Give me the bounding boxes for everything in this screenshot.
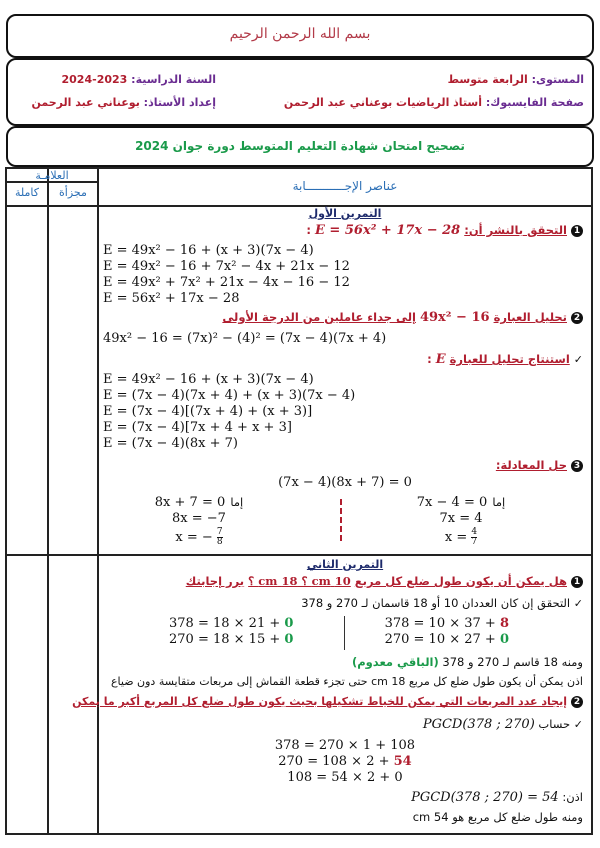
grade-header: العلامـة — [35, 169, 69, 182]
partial-grade-header: مجزأة — [59, 186, 87, 199]
exercise-2 — [72, 558, 591, 824]
case1-fraction — [471, 528, 477, 547]
ex1-q3-case-1 — [401, 493, 521, 547]
math-step: E = (7x − 4)(7x + 4) + (x + 3)(7x − 4) — [103, 388, 356, 403]
ex2-q2-heading — [72, 695, 583, 708]
case2-eq1: 8x + 7 = 0 — [154, 495, 226, 510]
ex2-conclusion-1 — [352, 655, 583, 669]
exercise-1-title: التمرين الأول — [308, 207, 382, 220]
case2-sol-prefix: x = − — [175, 530, 213, 545]
division-by-10 — [385, 616, 509, 648]
division-line: 378 = 10 × 37 + 8 — [384, 616, 509, 631]
result-math: PGCD(378 ; 270) = 54 — [411, 790, 559, 805]
level-value: الرابعة متوسط — [447, 73, 528, 86]
euclid-step: 108 = 54 × 2 + 0 — [287, 770, 403, 785]
division-line: 270 = 10 × 27 + 0 — [384, 632, 509, 647]
remainder-highlight: 54 — [393, 754, 412, 769]
fraction-denominator: 7 — [471, 537, 478, 547]
case1-eq2: 7x = 4 — [439, 511, 483, 526]
exam-title: تصحيح امتحان شهادة التعليم المتوسط دورة جوان 2024 — [135, 139, 465, 153]
author-line — [31, 96, 216, 109]
remainder-zero-note: (الباقي معدوم) — [351, 655, 439, 669]
division-line: 270 = 18 × 15 + 0 — [169, 632, 294, 647]
ex1-q2-math: 49x² − 16 — [419, 310, 490, 325]
ex2-conclusion-2: اذن يمكن أن يكون طول ضلع كل مربع 18 cm حتى تجزء قطعة القماش إلى مربعات متقايسة دون ضياع — [110, 675, 583, 688]
math-step: E = (7x − 4)[7x + 4 + x + 3] — [103, 420, 292, 435]
exercise-2-title: التمرين الثاني — [306, 558, 384, 571]
number-1-badge-icon: 1 — [571, 576, 583, 588]
case2-fraction — [217, 528, 223, 547]
ex1-q2-heading — [222, 310, 583, 325]
ex2-final: ومنه طول ضلع كل مربع هو 54 cm — [412, 810, 583, 824]
euclid-step: 378 = 270 × 1 + 108 — [274, 738, 416, 753]
math-step: E = (7x − 4)[(7x + 4) + (x + 3)] — [103, 404, 313, 419]
check-icon: ✓ — [573, 597, 583, 610]
dashed-separator — [340, 499, 342, 541]
number-1-badge-icon: 1 — [571, 225, 583, 237]
answer-table — [5, 167, 593, 835]
exam-title-box — [6, 126, 594, 167]
ex1-q1-steps — [103, 243, 350, 307]
row-divider — [7, 554, 591, 556]
case1-sol-prefix: x = — [444, 530, 468, 545]
ex1-q2-step: 49x² − 16 = (7x)² − (4)² = (7x − 4)(7x + 4) — [103, 331, 387, 346]
euclid-algorithm — [99, 738, 591, 786]
ex1-q2-text-b: إلى جداء عاملين من الدرجة الأولى — [222, 310, 416, 324]
ex1-deduce-heading — [427, 352, 583, 367]
ex2-q2-text: إيجاد عدد المربعات التي يمكن للخياط تشكيلها بحيث يكون طول ضلع كل المربع أكبر ما يمكن — [72, 695, 567, 708]
case2-eq2: 8x = −7 — [172, 511, 226, 526]
ex2-check-1 — [301, 596, 583, 610]
level-label: المستوى: — [531, 73, 584, 86]
fraction-numerator: 7 — [216, 527, 223, 537]
number-2-badge-icon: 2 — [571, 312, 583, 324]
division-by-18 — [169, 616, 293, 648]
remainder: 8 — [499, 616, 509, 631]
year-line — [62, 73, 217, 86]
ex1-deduce-colon: : — [427, 352, 432, 366]
math-step: E = 49x² − 16 + 7x² − 4x + 21x − 12 — [103, 259, 350, 274]
check-icon: ✓ — [573, 353, 583, 366]
number-3-badge-icon: 3 — [571, 460, 583, 472]
euclid-step: 270 = 108 × 2 + 54 — [278, 754, 412, 769]
exercise-1 — [99, 207, 591, 547]
author-label: إعداد الأستاذ: — [143, 96, 216, 109]
ex1-deduce-steps — [103, 372, 355, 452]
ex2-q1-text-b: 10 cm ؟ 18 cm ؟ — [248, 574, 351, 588]
either-label: إما — [492, 495, 506, 509]
remainder: 0 — [284, 616, 294, 631]
basmala: بسم الله الرحمن الرحيم — [229, 26, 371, 42]
ex2-check-1-text: التحقق إن كان العددان 10 أو 18 قاسمان لـ 270 و 378 — [301, 596, 571, 610]
column-divider — [97, 169, 99, 833]
ex1-q1-math: E = 56x² + 17x − 28 — [315, 223, 461, 238]
ex1-deduce-text: استنتاج تحليل للعبارة — [449, 352, 570, 366]
ex2-check-2-math: PGCD(378 ; 270) — [422, 717, 535, 732]
ex2-q1-text-a: هل يمكن أن يكون طول ضلع كل مربع — [354, 574, 567, 588]
info-box — [6, 58, 594, 126]
case1-eq1: 7x − 4 = 0 — [416, 495, 488, 510]
remainder: 108 — [390, 738, 416, 753]
basmala-box — [6, 14, 594, 58]
number-2-badge-icon: 2 — [571, 696, 583, 708]
ex2-result — [411, 790, 583, 805]
ex2-q1-heading — [186, 574, 583, 588]
facebook-value: أستاذ الرياضيات بوعناني عبد الرحمن — [283, 96, 483, 109]
conclusion-text: ومنه 18 قاسم لـ 270 و 378 — [442, 655, 583, 669]
ex1-q3-text: حل المعادلة: — [495, 458, 567, 472]
math-step: E = 56x² + 17x − 28 — [103, 291, 240, 306]
column-separator — [344, 616, 345, 650]
ex1-deduce-var: E — [435, 352, 446, 367]
full-grade-header: كاملة — [14, 186, 40, 199]
year-value: 2023-2024 — [61, 73, 128, 86]
case2-solution — [139, 528, 259, 547]
remainder: 0 — [284, 632, 294, 647]
remainder: 0 — [394, 770, 403, 785]
math-step: E = (7x − 4)(8x + 7) — [103, 436, 238, 451]
math-step: E = 49x² + 7x² + 21x − 4x − 16 − 12 — [103, 275, 350, 290]
remainder: 0 — [499, 632, 509, 647]
check-icon: ✓ — [573, 718, 583, 731]
result-prefix: اذن: — [562, 790, 583, 804]
fraction-numerator: 4 — [471, 527, 478, 537]
ex1-q1-heading — [306, 223, 583, 238]
ex1-q2-text-a: تحليل العبارة — [493, 310, 567, 324]
fraction-denominator: 8 — [216, 537, 223, 547]
ex2-check-2 — [423, 717, 583, 732]
math-step: E = 49x² − 16 + (x + 3)(7x − 4) — [103, 243, 314, 258]
ex1-q3-equation: (7x − 4)(8x + 7) = 0 — [278, 475, 412, 490]
facebook-label: صفحة الفايسبوك: — [485, 96, 584, 109]
ex1-q3-case-2 — [139, 493, 259, 547]
author-value: بوعناني عبد الرحمن — [31, 96, 140, 109]
level-line — [448, 73, 584, 86]
column-divider — [47, 169, 49, 833]
ex2-q1-text-c: برر إجابتك — [185, 574, 245, 588]
ex1-q1-text: التحقق بالنشر أن: — [464, 223, 567, 237]
year-label: السنة الدراسية: — [131, 73, 216, 86]
division-line: 378 = 18 × 21 + 0 — [169, 616, 294, 631]
either-label: إما — [230, 495, 244, 509]
math-step: E = 49x² − 16 + (x + 3)(7x − 4) — [103, 372, 314, 387]
facebook-line — [284, 96, 584, 109]
ex1-q3-heading — [496, 458, 583, 472]
ex1-q1-colon: : — [306, 223, 311, 237]
answer-header: عناصر الإجـــــــــــابة — [292, 179, 398, 193]
case1-solution — [401, 528, 521, 547]
ex2-check-2-text: حساب — [538, 717, 571, 731]
